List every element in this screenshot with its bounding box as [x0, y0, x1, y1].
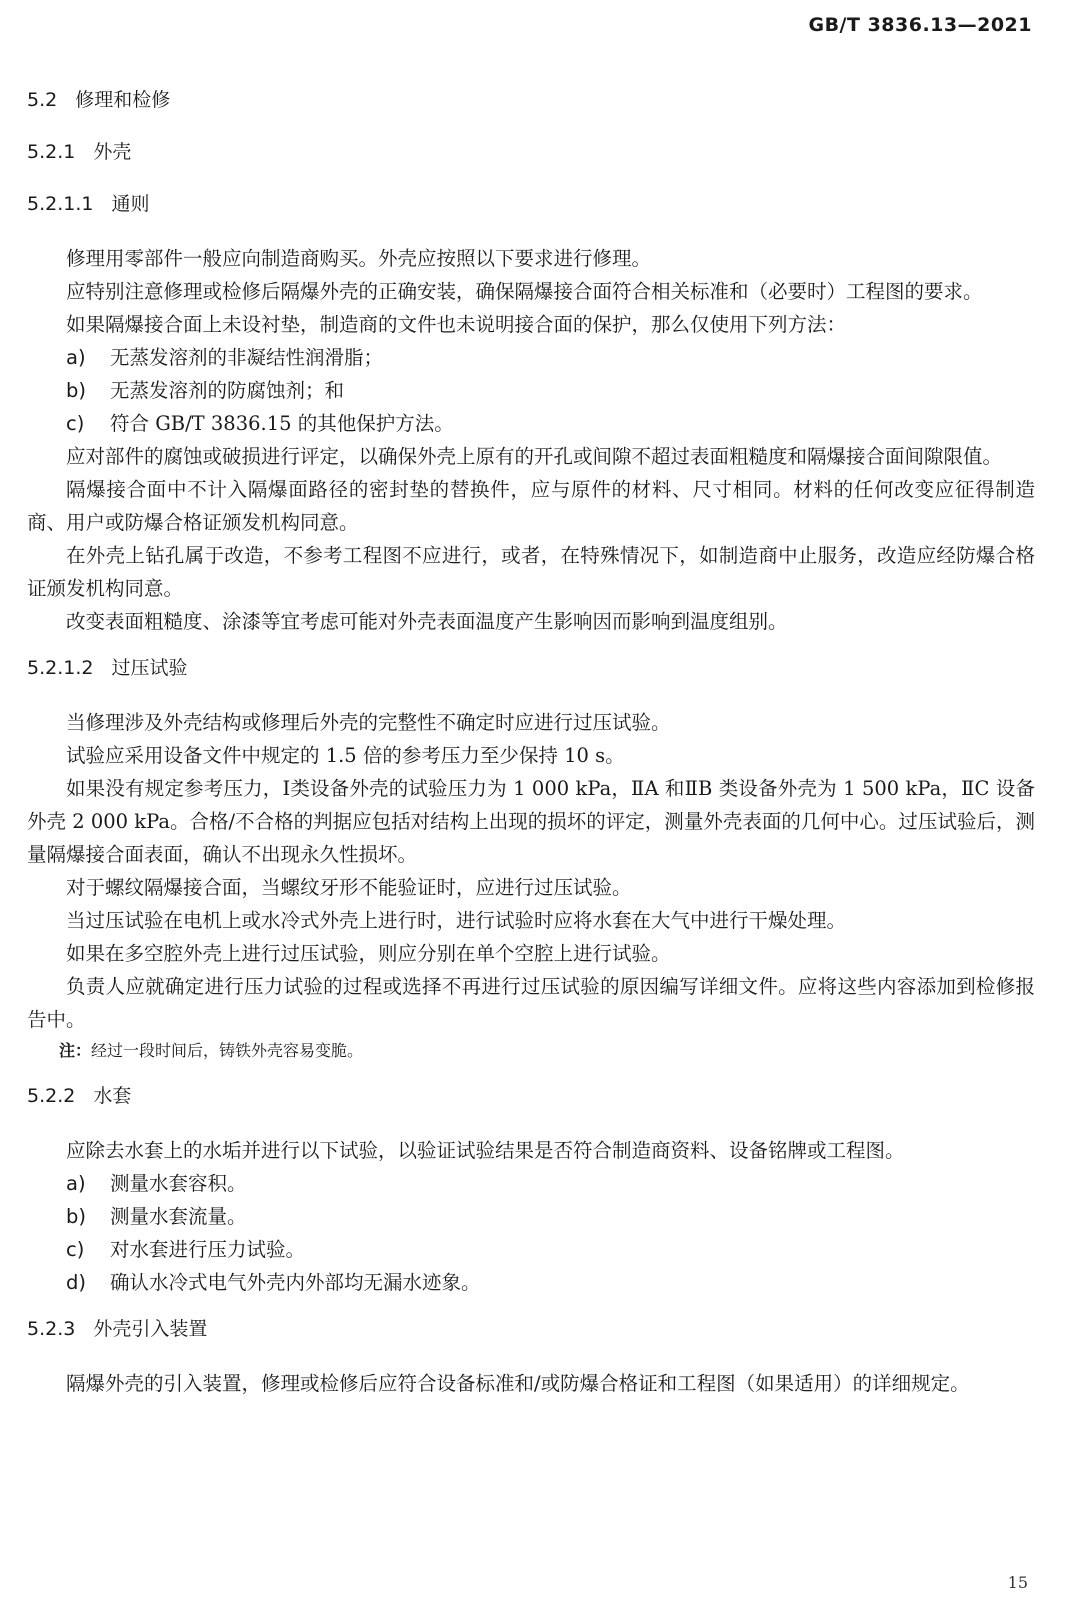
paragraph: 在外壳上钻孔属于改造，不参考工程图不应进行，或者，在特殊情况下，如制造商中止服务，改造应经防爆合格证颁发机构同意。 [27, 544, 1035, 600]
section-heading-5-2 [27, 86, 1035, 114]
list-item [27, 1233, 1035, 1266]
list-marker: c) [66, 412, 85, 435]
list-item [27, 374, 1035, 407]
list-marker: d) [66, 1271, 86, 1294]
list-text: 确认水冷式电气外壳内外部均无漏水迹象。 [110, 1271, 481, 1294]
list-text: 无蒸发溶剂的防腐蚀剂；和 [110, 379, 345, 402]
section-title: 过压试验 [111, 657, 188, 679]
list-item [27, 1266, 1035, 1299]
section-title: 通则 [111, 193, 150, 215]
section-heading-5-2-1 [27, 138, 1035, 166]
list-item [27, 407, 1035, 440]
paragraph: 应对部件的腐蚀或破损进行评定，以确保外壳上原有的开孔或间隙不超过表面粗糙度和隔爆接合面间隙限值。 [66, 445, 1003, 468]
standard-code: GB/T 3836.13—2021 [808, 14, 1032, 36]
paragraph: 如果在多空腔外壳上进行过压试验，则应分别在单个空腔上进行试验。 [66, 942, 671, 965]
paragraph: 应除去水套上的水垢并进行以下试验，以验证试验结果是否符合制造商资料、设备铭牌或工程图。 [66, 1139, 905, 1162]
list-text: 对水套进行压力试验。 [110, 1238, 306, 1261]
list-item [27, 1167, 1035, 1200]
list-item [27, 1200, 1035, 1233]
list-text: 无蒸发溶剂的非凝结性润滑脂； [110, 346, 384, 369]
list-marker: a) [66, 1172, 86, 1195]
section-heading-5-2-1-1 [27, 190, 1035, 218]
section-number: 5.2.2 [27, 1085, 76, 1107]
paragraph: 当修理涉及外壳结构或修理后外壳的完整性不确定时应进行过压试验。 [66, 711, 671, 734]
paragraph: 应特别注意修理或检修后隔爆外壳的正确安装，确保隔爆接合面符合相关标准和（必要时）工程图的要求。 [66, 280, 983, 303]
section-heading-5-2-2 [27, 1082, 1035, 1110]
paragraph: 试验应采用设备文件中规定的 1.5 倍的参考压力至少保持 10 s。 [66, 744, 625, 767]
document-body [27, 86, 1035, 1400]
section-number: 5.2.3 [27, 1318, 76, 1340]
paragraph: 如果没有规定参考压力，Ⅰ类设备外壳的试验压力为 1 000 kPa，ⅡA 和ⅡB 类设备外壳为 1 500 kPa，ⅡC 设备外壳 2 000 kPa。合格/不合格的判据应包括对结构上出现的损坏的评定，测量外壳表面的几何中心。过压试验后，测量隔爆接合面表面，确认不出现永久性损坏。 [27, 777, 1035, 866]
paragraph: 隔爆外壳的引入装置，修理或检修后应符合设备标准和/或防爆合格证和工程图（如果适用）的详细规定。 [66, 1372, 970, 1395]
section-heading-5-2-3 [27, 1315, 1035, 1343]
list-text: 测量水套流量。 [110, 1205, 247, 1228]
list-item [27, 341, 1035, 374]
paragraph: 负责人应就确定进行压力试验的过程或选择不再进行过压试验的原因编写详细文件。应将这些内容添加到检修报告中。 [27, 975, 1035, 1031]
paragraph: 如果隔爆接合面上未设衬垫，制造商的文件也未说明接合面的保护，那么仅使用下列方法： [66, 313, 847, 336]
section-number: 5.2 [27, 89, 58, 111]
note-text: 经过一段时间后，铸铁外壳容易变脆。 [91, 1041, 364, 1060]
note [27, 1036, 1035, 1066]
paragraph: 改变表面粗糙度、涂漆等宜考虑可能对外壳表面温度产生影响因而影响到温度组别。 [66, 610, 788, 633]
note-label: 注： [59, 1041, 92, 1060]
paragraph: 修理用零部件一般应向制造商购买。外壳应按照以下要求进行修理。 [66, 247, 652, 270]
list-marker: a) [66, 346, 86, 369]
list-marker: b) [66, 1205, 86, 1228]
paragraph: 当过压试验在电机上或水冷式外壳上进行时，进行试验时应将水套在大气中进行干燥处理。 [66, 909, 847, 932]
section-title: 修理和检修 [75, 89, 171, 111]
list-marker: c) [66, 1238, 85, 1261]
section-heading-5-2-1-2 [27, 654, 1035, 682]
paragraph: 隔爆接合面中不计入隔爆面路径的密封垫的替换件，应与原件的材料、尺寸相同。材料的任何改变应征得制造商、用户或防爆合格证颁发机构同意。 [27, 478, 1035, 534]
list-text: 测量水套容积。 [110, 1172, 247, 1195]
paragraph: 对于螺纹隔爆接合面，当螺纹牙形不能验证时，应进行过压试验。 [66, 876, 632, 899]
section-number: 5.2.1.1 [27, 193, 94, 215]
section-number: 5.2.1.2 [27, 657, 94, 679]
section-number: 5.2.1 [27, 141, 76, 163]
list-marker: b) [66, 379, 86, 402]
section-title: 外壳 [93, 141, 132, 163]
page-number: 15 [1007, 1573, 1028, 1592]
list-text: 符合 GB/T 3836.15 的其他保护方法。 [110, 412, 454, 435]
section-title: 外壳引入装置 [93, 1318, 208, 1340]
section-title: 水套 [93, 1085, 132, 1107]
